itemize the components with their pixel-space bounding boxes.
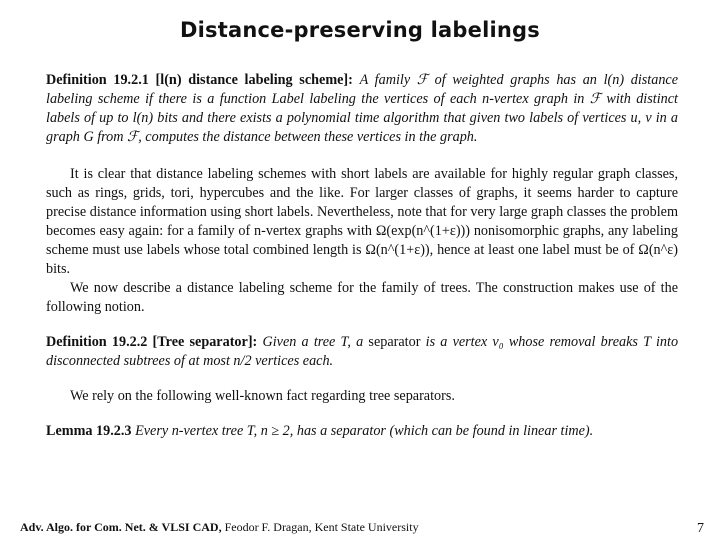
footer-course: Adv. Algo. for Com. Net. & VLSI CAD,	[20, 520, 222, 534]
definition-heading: Definition 19.2.2 [Tree separator]:	[46, 334, 258, 350]
slide-title: Distance-preserving labelings	[180, 18, 540, 42]
lemma-19-2-3	[46, 422, 678, 441]
lemma-body: Every n-vertex tree T, n ≥ 2, has a separator (which can be found in linear time).	[135, 423, 594, 439]
definition-body: A family ℱ of weighted graphs has an l(n) distance labeling scheme if there is a function Label labeling the vertices of each n-vertex graph in ℱ with distinct labels of up to l(n) bits and there exists a polynomial time algorithm that given two labels of vertices u, v in a graph G from ℱ, computes the distance between these vertices in the graph.	[46, 72, 679, 145]
definition-term: separator	[368, 334, 421, 350]
definition-tag: [l(n) distance labeling scheme]:	[155, 72, 353, 88]
definition-19-2-1	[46, 71, 678, 147]
paragraph-labeling-schemes: It is clear that distance labeling schemes with short labels are available for highly regular graph classes, such as rings, grids, tori, hypercubes and the like. For larger classes of graphs, it seems harder to capture precise distance information using short labels. Nevertheless, note that for very large graph classes the problem becomes easy again: for a family of n-vertex graphs with Ω(exp(n^(1+ε))) nonisomorphic graphs, any labeling scheme must use labels whose total combined length is Ω(n^(1+ε)), hence at least one label must be of Ω(n^ε) bits.	[46, 166, 678, 277]
slide-content	[46, 71, 678, 441]
lemma-heading: Lemma 19.2.3	[46, 423, 132, 439]
footer-credit	[20, 520, 419, 535]
definition-body-part1: Given a tree T, a	[262, 334, 364, 350]
footer-author: Feodor F. Dragan, Kent State University	[221, 520, 419, 534]
paragraph-tree-separators: We rely on the following well-known fact regarding tree separators.	[70, 388, 455, 404]
page-number: 7	[697, 521, 704, 536]
paragraph-tree-scheme-intro: We now describe a distance labeling scheme for the family of trees. The construction makes use of the following notion.	[46, 280, 678, 315]
definition-heading: Definition 19.2.1	[46, 72, 149, 88]
definition-19-2-2	[46, 333, 678, 371]
definition-body-part2: is a vertex v₀ whose removal breaks T into disconnected subtrees of at most n/2 vertices each.	[46, 334, 679, 369]
